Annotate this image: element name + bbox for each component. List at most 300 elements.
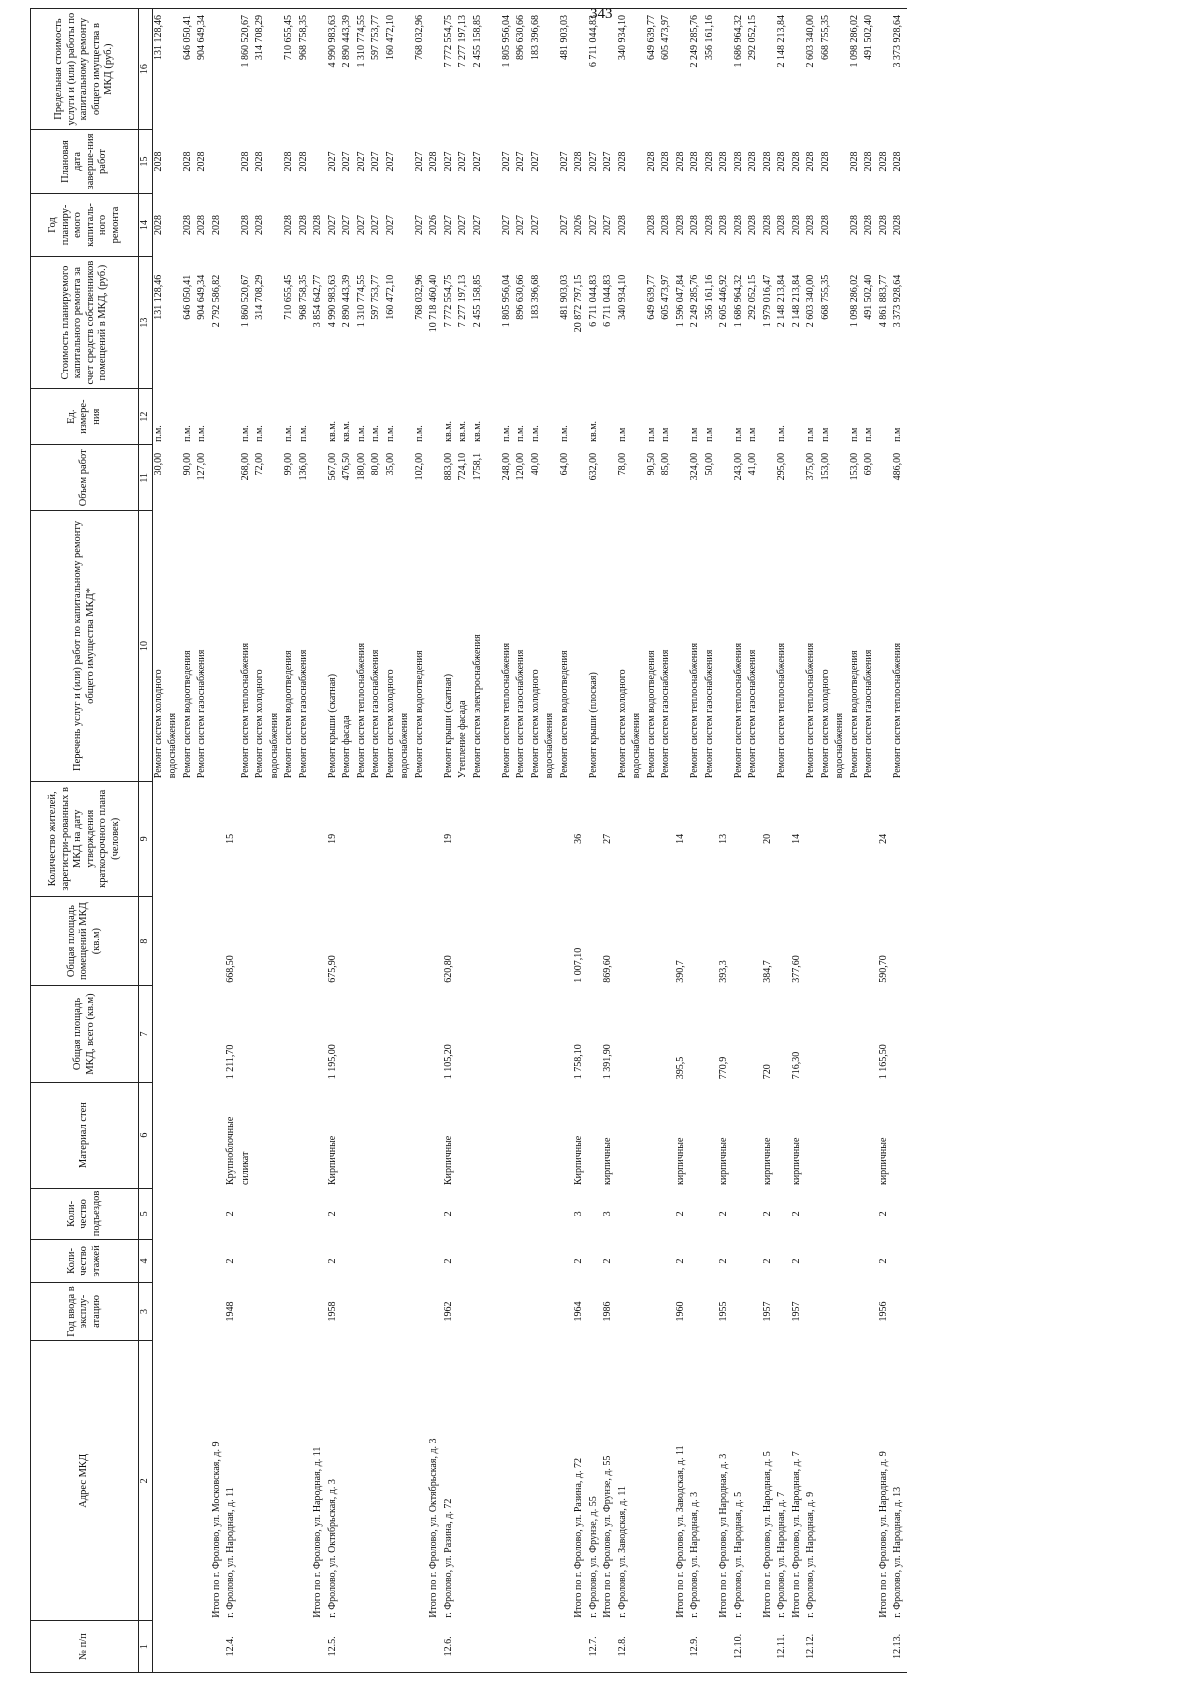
table-row bbox=[675, 9, 690, 1673]
residents-cell: 15 bbox=[225, 833, 236, 844]
address-cell bbox=[356, 1341, 371, 1621]
premises-area-cell bbox=[399, 896, 414, 985]
year-built-cell bbox=[196, 1282, 211, 1341]
planned-cost-cell: 292 052,15 bbox=[747, 274, 758, 320]
work-volume-cell bbox=[211, 445, 226, 511]
planned-cost-cell: 2 603 340,00 bbox=[805, 274, 816, 328]
address-cell: г. Фролово, ул. Народная, д. 3 bbox=[689, 1491, 700, 1618]
entrances-cell: 2 bbox=[718, 1211, 729, 1217]
year-built-cell bbox=[341, 1282, 356, 1341]
year-built-cell bbox=[501, 1282, 516, 1341]
planned-cost-cell bbox=[544, 257, 559, 389]
wall-material-cell bbox=[298, 1082, 313, 1188]
year-built-cell: 1957 bbox=[761, 1301, 773, 1322]
wall-material-cell: кирпичные bbox=[674, 1137, 686, 1186]
wall-material-cell bbox=[515, 1082, 530, 1188]
residents-cell bbox=[820, 781, 835, 896]
residents-cell bbox=[849, 781, 864, 896]
work-type-cell: Ремонт систем теплоснабжения bbox=[239, 642, 251, 779]
header-cell: Адрес МКД bbox=[31, 1341, 139, 1621]
premises-area-cell bbox=[486, 896, 501, 985]
address-cell: Итого по г. Фролово, ул. Заводская, д. 11 bbox=[674, 1445, 686, 1618]
table-row bbox=[559, 9, 574, 1673]
unit-cell bbox=[878, 388, 893, 444]
work-type-cell: водоснабжения bbox=[631, 712, 642, 779]
row-number-cell bbox=[573, 1621, 588, 1673]
work-type-cell: Ремонт систем водоотведения bbox=[645, 650, 657, 779]
repair-year-cell: 2027 bbox=[442, 214, 454, 235]
max-cost-cell: 340 934,10 bbox=[617, 9, 632, 130]
address-cell bbox=[863, 1341, 878, 1621]
floors-cell bbox=[501, 1240, 516, 1282]
wall-material-cell bbox=[472, 1082, 487, 1188]
repair-year-cell bbox=[486, 193, 501, 257]
capital-repair-table bbox=[30, 8, 907, 1673]
planned-cost-cell: 1 805 956,04 bbox=[500, 274, 512, 328]
row-number-cell bbox=[269, 1621, 284, 1673]
repair-year-cell: 2028 bbox=[718, 214, 729, 235]
table-row bbox=[399, 9, 414, 1673]
header-cell: Коли-чество подъездов bbox=[31, 1188, 139, 1240]
table-row bbox=[298, 9, 313, 1673]
floors-cell: 2 bbox=[326, 1258, 338, 1264]
unit-cell: п.м. bbox=[196, 425, 207, 442]
row-number-cell bbox=[501, 1621, 516, 1673]
wall-material-cell bbox=[414, 1082, 429, 1188]
planned-cost-cell: 7 277 197,13 bbox=[457, 274, 468, 328]
table-row bbox=[573, 9, 588, 1673]
entrances-cell bbox=[167, 1188, 182, 1240]
max-cost-cell: 904 649,34 bbox=[196, 9, 211, 130]
year-built-cell bbox=[182, 1282, 197, 1341]
year-built-cell bbox=[863, 1282, 878, 1341]
table-row bbox=[718, 9, 733, 1673]
column-number-cell: 15 bbox=[139, 130, 153, 194]
max-cost-cell: 605 473,97 bbox=[660, 9, 675, 130]
header-cell: Количество жителей, зарегистри-рованных в МКД на дату утверждения краткосрочного плана (человек) bbox=[31, 781, 139, 896]
completion-date-cell: 2028 bbox=[254, 151, 265, 172]
unit-cell: п.м bbox=[660, 427, 671, 442]
unit-cell: п.м. bbox=[254, 425, 265, 442]
row-number-cell bbox=[298, 1621, 313, 1673]
planned-cost-cell: 1 686 964,32 bbox=[732, 274, 744, 328]
table-row bbox=[776, 9, 791, 1673]
table-row bbox=[240, 9, 255, 1673]
unit-cell: п.м. bbox=[152, 425, 164, 442]
address-cell bbox=[196, 1341, 211, 1621]
unit-cell: п.м bbox=[863, 427, 874, 442]
table-row bbox=[704, 9, 719, 1673]
address-cell bbox=[820, 1341, 835, 1621]
work-type-cell: Ремонт систем электроснабжения bbox=[471, 634, 483, 779]
premises-area-cell bbox=[892, 896, 907, 985]
table-row bbox=[878, 9, 893, 1673]
residents-cell bbox=[486, 781, 501, 896]
planned-cost-cell: 7 772 554,75 bbox=[442, 274, 454, 328]
year-built-cell bbox=[617, 1282, 632, 1341]
wall-material-cell bbox=[733, 1082, 748, 1188]
unit-cell: п.м. bbox=[384, 425, 396, 442]
completion-date-cell: 2028 bbox=[573, 151, 584, 172]
total-area-cell bbox=[733, 986, 748, 1082]
premises-area-cell bbox=[617, 896, 632, 985]
repair-year-cell bbox=[399, 193, 414, 257]
max-cost-cell: 768 032,96 bbox=[414, 9, 429, 130]
residents-cell bbox=[182, 781, 197, 896]
unit-cell: п.м bbox=[892, 427, 903, 442]
work-type-cell: Ремонт систем газоснабжения bbox=[863, 649, 874, 779]
address-cell bbox=[370, 1341, 385, 1621]
max-cost-cell bbox=[791, 9, 806, 130]
row-number-cell bbox=[646, 1621, 661, 1673]
repair-year-cell: 2028 bbox=[732, 214, 744, 235]
row-number-cell bbox=[211, 1621, 226, 1673]
total-area-cell bbox=[341, 986, 356, 1082]
work-volume-cell bbox=[878, 445, 893, 511]
work-volume-cell bbox=[225, 445, 240, 511]
residents-cell bbox=[544, 781, 559, 896]
floors-cell bbox=[182, 1240, 197, 1282]
work-type-cell: Ремонт систем теплоснабжения bbox=[355, 642, 367, 779]
total-area-cell bbox=[167, 986, 182, 1082]
address-cell bbox=[167, 1341, 182, 1621]
planned-cost-cell: 491 502,40 bbox=[863, 274, 874, 320]
floors-cell bbox=[254, 1240, 269, 1282]
entrances-cell bbox=[414, 1188, 429, 1240]
address-cell: Итого по г. Фролово, ул. Разина, д. 72 bbox=[573, 1457, 584, 1618]
unit-cell: кв.м. bbox=[587, 420, 599, 442]
table-row bbox=[486, 9, 501, 1673]
unit-cell bbox=[486, 388, 501, 444]
floors-cell bbox=[486, 1240, 501, 1282]
work-volume-cell bbox=[428, 445, 443, 511]
wall-material-cell bbox=[501, 1082, 516, 1188]
total-area-cell bbox=[776, 986, 791, 1082]
completion-date-cell: 2028 bbox=[863, 151, 874, 172]
work-volume-cell: 153,00 bbox=[848, 452, 860, 481]
work-type-cell bbox=[602, 511, 617, 781]
max-cost-cell: 896 630,66 bbox=[515, 9, 530, 130]
premises-area-cell bbox=[704, 896, 719, 985]
floors-cell bbox=[196, 1240, 211, 1282]
unit-cell bbox=[399, 388, 414, 444]
entrances-cell bbox=[269, 1188, 284, 1240]
entrances-cell bbox=[544, 1188, 559, 1240]
work-type-cell bbox=[762, 511, 777, 781]
completion-date-cell: 2027 bbox=[602, 151, 613, 172]
row-number-cell bbox=[515, 1621, 530, 1673]
wall-material-cell bbox=[849, 1082, 864, 1188]
wall-material-cell bbox=[544, 1082, 559, 1188]
work-volume-cell: 248,00 bbox=[500, 452, 512, 481]
column-number-cell: 9 bbox=[139, 781, 153, 896]
planned-cost-cell: 10 718 460,40 bbox=[428, 274, 439, 333]
row-number-cell bbox=[312, 1621, 327, 1673]
completion-date-cell: 2028 bbox=[674, 151, 686, 172]
work-volume-cell: 85,00 bbox=[660, 452, 671, 476]
entrances-cell bbox=[298, 1188, 313, 1240]
total-area-cell: 1 195,00 bbox=[326, 1044, 338, 1080]
year-built-cell bbox=[530, 1282, 545, 1341]
planned-cost-cell: 6 711 044,83 bbox=[587, 274, 599, 327]
completion-date-cell: 2028 bbox=[645, 151, 657, 172]
row-number-cell bbox=[820, 1621, 835, 1673]
total-area-cell bbox=[254, 986, 269, 1082]
work-type-cell: водоснабжения bbox=[268, 712, 280, 779]
work-volume-cell: 69,00 bbox=[863, 452, 874, 476]
unit-cell bbox=[225, 388, 240, 444]
address-cell: г. Фролово, ул. Фрунзе, д. 55 bbox=[587, 1496, 599, 1618]
address-cell bbox=[298, 1341, 313, 1621]
address-cell bbox=[283, 1341, 298, 1621]
max-cost-cell bbox=[602, 9, 617, 130]
entrances-cell bbox=[312, 1188, 327, 1240]
repair-year-cell: 2027 bbox=[384, 214, 396, 235]
repair-year-cell: 2028 bbox=[283, 214, 294, 235]
work-type-cell: Ремонт систем газоснабжения bbox=[747, 649, 758, 779]
address-cell bbox=[472, 1341, 487, 1621]
address-cell bbox=[515, 1341, 530, 1621]
work-volume-cell: 78,00 bbox=[616, 452, 628, 476]
wall-material-cell: кирпичные bbox=[761, 1137, 773, 1186]
floors-cell bbox=[631, 1240, 646, 1282]
wall-material-cell bbox=[805, 1082, 820, 1188]
address-cell bbox=[385, 1341, 400, 1621]
header-cell: Год ввода в эксплу-атацию bbox=[31, 1282, 139, 1341]
table-row bbox=[370, 9, 385, 1673]
address-cell: г. Фролово, ул. Народная, д. 9 bbox=[805, 1491, 816, 1618]
completion-date-cell: 2027 bbox=[370, 151, 381, 172]
planned-cost-cell: 2 605 446,92 bbox=[718, 274, 729, 328]
wall-material-cell bbox=[356, 1082, 371, 1188]
column-number-cell: 5 bbox=[139, 1188, 153, 1240]
entrances-cell bbox=[211, 1188, 226, 1240]
floors-cell bbox=[820, 1240, 835, 1282]
entrances-cell bbox=[704, 1188, 719, 1240]
year-built-cell: 1960 bbox=[674, 1301, 686, 1322]
premises-area-cell bbox=[269, 896, 284, 985]
planned-cost-cell: 481 903,03 bbox=[558, 274, 570, 320]
unit-cell: п.м bbox=[616, 427, 628, 442]
wall-material-cell bbox=[559, 1082, 574, 1188]
premises-area-cell bbox=[863, 896, 878, 985]
year-built-cell bbox=[414, 1282, 429, 1341]
year-built-cell bbox=[515, 1282, 530, 1341]
total-area-cell bbox=[399, 986, 414, 1082]
residents-cell bbox=[559, 781, 574, 896]
planned-cost-cell: 3 854 642,77 bbox=[312, 274, 323, 328]
floors-cell bbox=[733, 1240, 748, 1282]
repair-year-cell bbox=[544, 193, 559, 257]
max-cost-cell: 4 990 983,63 bbox=[327, 9, 342, 130]
unit-cell: кв.м. bbox=[457, 420, 468, 442]
work-type-cell: Ремонт крыши (скатная) bbox=[326, 673, 338, 779]
table-row bbox=[660, 9, 675, 1673]
entrances-cell: 2 bbox=[790, 1211, 802, 1217]
floors-cell bbox=[298, 1240, 313, 1282]
total-area-cell bbox=[356, 986, 371, 1082]
planned-cost-cell: 649 639,77 bbox=[645, 274, 657, 320]
planned-cost-cell: 4 990 983,63 bbox=[326, 274, 338, 328]
total-area-cell bbox=[689, 986, 704, 1082]
completion-date-cell: 2027 bbox=[442, 151, 454, 172]
residents-cell bbox=[312, 781, 327, 896]
wall-material-cell: Кирпичные bbox=[442, 1135, 454, 1186]
floors-cell bbox=[689, 1240, 704, 1282]
planned-cost-cell: 2 890 443,39 bbox=[341, 274, 352, 328]
completion-date-cell bbox=[399, 130, 414, 194]
premises-area-cell bbox=[472, 896, 487, 985]
completion-date-cell bbox=[544, 130, 559, 194]
floors-cell bbox=[167, 1240, 182, 1282]
address-cell bbox=[457, 1341, 472, 1621]
work-type-cell bbox=[428, 511, 443, 781]
header-cell: Ед. измере-ния bbox=[31, 388, 139, 444]
completion-date-cell: 2027 bbox=[515, 151, 526, 172]
entrances-cell bbox=[776, 1188, 791, 1240]
floors-cell bbox=[776, 1240, 791, 1282]
entrances-cell bbox=[182, 1188, 197, 1240]
planned-cost-cell: 710 655,45 bbox=[283, 274, 294, 320]
row-number-cell: 12.12. bbox=[805, 1621, 820, 1673]
year-built-cell: 1956 bbox=[877, 1301, 889, 1322]
max-cost-cell bbox=[718, 9, 733, 130]
table-row bbox=[689, 9, 704, 1673]
completion-date-cell: 2027 bbox=[471, 151, 483, 172]
address-cell bbox=[559, 1341, 574, 1621]
repair-year-cell bbox=[631, 193, 646, 257]
header-cell: Общая площадь помещений МКД (кв.м) bbox=[31, 896, 139, 985]
year-built-cell bbox=[457, 1282, 472, 1341]
entrances-cell bbox=[428, 1188, 443, 1240]
column-number-cell: 8 bbox=[139, 896, 153, 985]
max-cost-cell: 1 860 520,67 bbox=[240, 9, 255, 130]
work-type-cell bbox=[675, 511, 690, 781]
row-number-cell: 12.13. bbox=[892, 1621, 907, 1673]
repair-year-cell: 2027 bbox=[341, 214, 352, 235]
repair-year-cell: 2027 bbox=[457, 214, 468, 235]
repair-year-cell: 2027 bbox=[413, 214, 425, 235]
address-cell bbox=[704, 1341, 719, 1621]
repair-year-cell: 2028 bbox=[152, 214, 164, 235]
entrances-cell bbox=[254, 1188, 269, 1240]
table-row bbox=[196, 9, 211, 1673]
entrances-cell bbox=[892, 1188, 907, 1240]
header-cell: Предельная стоимость услуги и (или) работы по капитальному ремонту общего имущества в МКД (руб.) bbox=[31, 9, 139, 130]
premises-area-cell bbox=[776, 896, 791, 985]
total-area-cell bbox=[617, 986, 632, 1082]
table-row bbox=[254, 9, 269, 1673]
row-number-cell: 12.10. bbox=[733, 1621, 748, 1673]
work-type-cell: Ремонт систем холодного bbox=[384, 669, 396, 779]
work-type-cell: Утепление фасада bbox=[457, 700, 468, 779]
total-area-cell bbox=[457, 986, 472, 1082]
unit-cell: п.м. bbox=[776, 425, 787, 442]
table-row bbox=[515, 9, 530, 1673]
max-cost-cell: 7 277 197,13 bbox=[457, 9, 472, 130]
total-area-cell bbox=[559, 986, 574, 1082]
work-type-cell: Ремонт систем газоснабжения bbox=[515, 649, 526, 779]
planned-cost-cell: 2 148 213,84 bbox=[790, 274, 802, 328]
residents-cell bbox=[863, 781, 878, 896]
planned-cost-cell: 131 128,46 bbox=[152, 274, 164, 320]
unit-cell: п.м bbox=[747, 427, 758, 442]
repair-year-cell: 2028 bbox=[254, 214, 265, 235]
max-cost-cell: 356 161,16 bbox=[704, 9, 719, 130]
total-area-cell bbox=[530, 986, 545, 1082]
work-type-cell bbox=[211, 511, 226, 781]
total-area-cell bbox=[704, 986, 719, 1082]
row-number-cell bbox=[660, 1621, 675, 1673]
floors-cell bbox=[341, 1240, 356, 1282]
unit-cell: п.м. bbox=[355, 425, 367, 442]
work-type-cell: Ремонт систем газоснабжения bbox=[370, 649, 381, 779]
completion-date-cell: 2028 bbox=[805, 151, 816, 172]
unit-cell bbox=[791, 388, 806, 444]
residents-cell bbox=[472, 781, 487, 896]
table-row bbox=[414, 9, 429, 1673]
row-number-cell bbox=[559, 1621, 574, 1673]
residents-cell: 14 bbox=[790, 833, 802, 844]
completion-date-cell: 2027 bbox=[384, 151, 396, 172]
unit-cell: кв.м. bbox=[471, 420, 483, 442]
row-number-cell bbox=[791, 1621, 806, 1673]
work-volume-cell bbox=[573, 445, 588, 511]
max-cost-cell: 183 396,68 bbox=[530, 9, 545, 130]
max-cost-cell bbox=[878, 9, 893, 130]
planned-cost-cell: 6 711 044,83 bbox=[602, 274, 613, 327]
wall-material-cell bbox=[312, 1082, 327, 1188]
unit-cell: п.м. bbox=[370, 425, 381, 442]
table-row bbox=[849, 9, 864, 1673]
year-built-cell bbox=[805, 1282, 820, 1341]
max-cost-cell bbox=[544, 9, 559, 130]
residents-cell bbox=[689, 781, 704, 896]
premises-area-cell bbox=[152, 896, 167, 985]
work-volume-cell: 64,00 bbox=[558, 452, 570, 476]
premises-area-cell: 390,7 bbox=[674, 960, 686, 983]
floors-cell: 2 bbox=[761, 1258, 773, 1264]
floors-cell bbox=[660, 1240, 675, 1282]
unit-cell bbox=[573, 388, 588, 444]
work-type-cell: Ремонт систем газоснабжения bbox=[703, 649, 715, 779]
premises-area-cell bbox=[341, 896, 356, 985]
row-number-cell bbox=[341, 1621, 356, 1673]
entrances-cell bbox=[849, 1188, 864, 1240]
table-row bbox=[472, 9, 487, 1673]
address-cell bbox=[501, 1341, 516, 1621]
floors-cell bbox=[863, 1240, 878, 1282]
wall-material-cell bbox=[399, 1082, 414, 1188]
residents-cell bbox=[254, 781, 269, 896]
completion-date-cell: 2028 bbox=[877, 151, 889, 172]
address-cell: Итого по г. Фролово, ул. Фрунзе, д. 55 bbox=[602, 1455, 613, 1618]
work-type-cell bbox=[573, 511, 588, 781]
repair-year-cell: 2027 bbox=[602, 214, 613, 235]
unit-cell: п.м bbox=[819, 427, 831, 442]
premises-area-cell bbox=[834, 896, 849, 985]
planned-cost-cell: 3 373 928,64 bbox=[892, 274, 903, 328]
table-row bbox=[327, 9, 342, 1673]
unit-cell bbox=[312, 388, 327, 444]
entrances-cell bbox=[501, 1188, 516, 1240]
planned-cost-cell: 2 455 158,85 bbox=[471, 274, 483, 328]
floors-cell bbox=[646, 1240, 661, 1282]
total-area-cell bbox=[428, 986, 443, 1082]
work-type-cell: Ремонт систем газоснабжения bbox=[196, 649, 207, 779]
premises-area-cell bbox=[530, 896, 545, 985]
planned-cost-cell: 1 098 286,02 bbox=[848, 274, 860, 328]
